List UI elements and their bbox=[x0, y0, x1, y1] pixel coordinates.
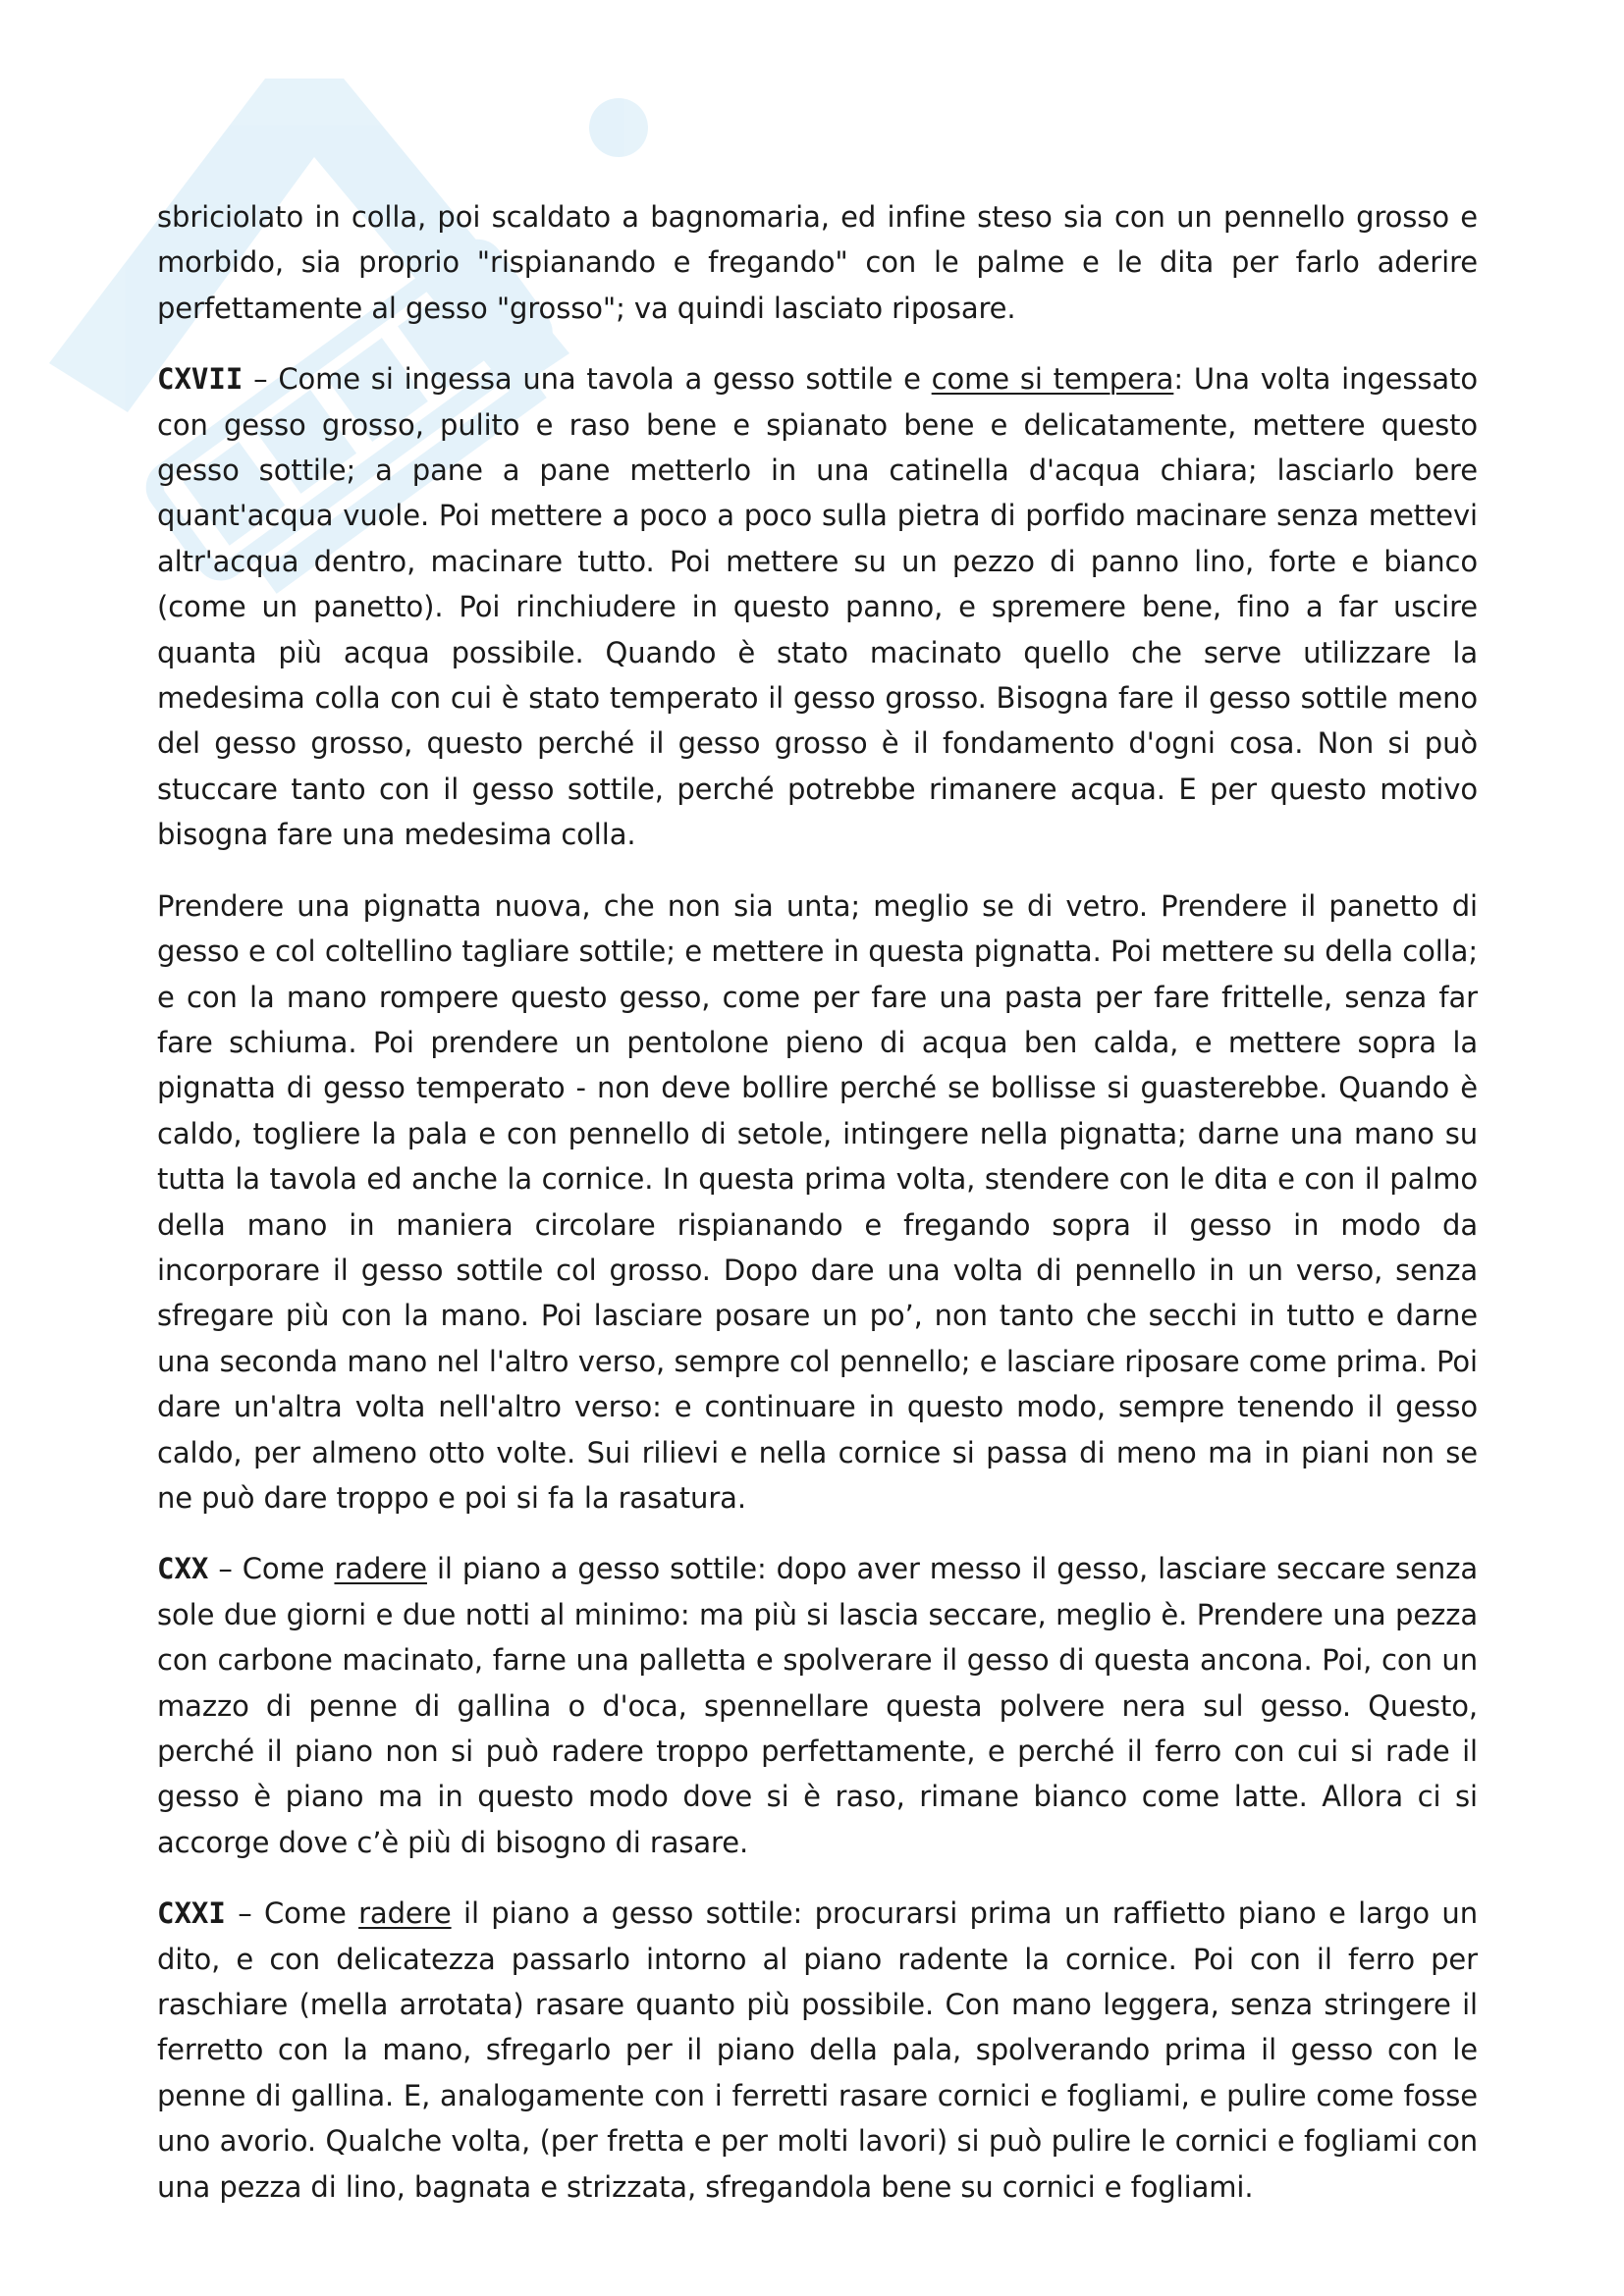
paragraph-text: il piano a gesso sottile: procurarsi prima un raffietto piano e largo un dito, e con delicatezza passarlo intorno al piano radente la cornice. Poi con il ferro per raschiare (mella arrotata) rasare quanto più possibile. Con mano leggera, senza stringere il ferretto con la mano, sfregarlo per il piano della pala, spolverando prima il gesso con le penne di gallina. E, analogamente con i ferretti rasare cornici e fogliami, e pulire come fosse uno avorio. Qualche volta, (per fretta e per molti lavori) si può pulire le cornici e fogliami con una pezza di lino, bagnata e strizzata, sfregandola bene su cornici e fogliami. bbox=[157, 1896, 1478, 2204]
chapter-number: CXVII bbox=[157, 362, 244, 397]
paragraph bbox=[157, 1891, 1478, 2210]
paragraph-text: – Come si ingessa una tavola a gesso sottile e bbox=[243, 362, 932, 397]
paragraph-text: : Una volta ingessato con gesso grosso, pulito e raso bene e spianato bene e delicatamente, mettere questo gesso sottile; a pane a pane metterlo in una catinella d'acqua chiara; lasciarlo bere quant'acqua vuole. Poi mettere a poco a poco sulla pietra di porfido macinare senza mettevi altr'acqua dentro, macinare tutto. Poi mettere su un pezzo di panno lino, forte e bianco (come un panetto). Poi rinchiudere in questo panno, e spremere bene, fino a far uscire quanta più acqua possibile. Quando è stato macinato quello che serve utilizzare la medesima colla con cui è stato temperato il gesso grosso. Bisogna fare il gesso sottile meno del gesso grosso, questo perché il gesso grosso è il fondamento d'ogni cosa. Non si può stuccare tanto con il gesso sottile, perché potrebbe rimanere acqua. E per questo motivo bisogna fare una medesima colla. bbox=[157, 362, 1478, 852]
underlined-text: radere bbox=[334, 1552, 427, 1586]
document-page bbox=[157, 194, 1478, 2235]
paragraph bbox=[157, 1546, 1478, 1865]
underlined-text: radere bbox=[358, 1896, 452, 1931]
paragraph bbox=[157, 356, 1478, 857]
chapter-number: CXXI bbox=[157, 1896, 226, 1931]
paragraph-text: – Come bbox=[225, 1896, 359, 1931]
paragraph bbox=[157, 194, 1478, 331]
underlined-text: come si tempera bbox=[931, 362, 1174, 397]
paragraph-text: – Come bbox=[208, 1552, 335, 1586]
chapter-number: CXX bbox=[157, 1552, 209, 1586]
paragraph-text: il piano a gesso sottile: dopo aver messo il gesso, lasciare seccare senza sole due giorni e due notti al minimo: ma più si lascia seccare, meglio è. Prendere una pezza con carbone macinato, farne una palletta e spolverare il gesso di questa ancona. Poi, con un mazzo di penne di gallina o d'oca, spennellare questa polvere nera sul gesso. Questo, perché il piano non si può radere troppo perfettamente, e perché il ferro con cui si rade il gesso è piano ma in questo modo dove si è raso, rimane bianco come latte. Allora ci si accorge dove c’è più di bisogno di rasare. bbox=[157, 1552, 1478, 1859]
paragraph bbox=[157, 883, 1478, 1522]
paragraph-text: Prendere una pignatta nuova, che non sia unta; meglio se di vetro. Prendere il panetto di gesso e col coltellino tagliare sottile; e mettere in questa pignatta. Poi mettere su della colla; e con la mano rompere questo gesso, come per fare una pasta per fare frittelle, senza far fare schiuma. Poi prendere un pentolone pieno di acqua ben calda, e mettere sopra la pignatta di gesso temperato - non deve bollire perché se bollisse si guasterebbe. Quando è caldo, togliere la pala e con pennello di setole, intingere nella pignatta; darne una mano su tutta la tavola ed anche la cornice. In questa prima volta, stendere con le dita e con il palmo della mano in maniera circolare rispianando e fregando sopra il gesso in modo da incorporare il gesso sottile col grosso. Dopo dare una volta di pennello in un verso, senza sfregare più con la mano. Poi lasciare posare un po’, non tanto che secchi in tutto e darne una seconda mano nel l'altro verso, sempre col pennello; e lasciare riposare come prima. Poi dare un'altra volta nell'altro verso: e continuare in questo modo, sempre tenendo il gesso caldo, per almeno otto volte. Sui rilievi e nella cornice si passa di meno ma in piani non se ne può dare troppo e poi si fa la rasatura. bbox=[157, 888, 1478, 1515]
paragraph-text: sbriciolato in colla, poi scaldato a bagnomaria, ed infine steso sia con un pennello grosso e morbido, sia proprio "rispianando e fregando" con le palme e le dita per farlo aderire perfettamente al gesso "grosso"; va quindi lasciato riposare. bbox=[157, 200, 1478, 325]
